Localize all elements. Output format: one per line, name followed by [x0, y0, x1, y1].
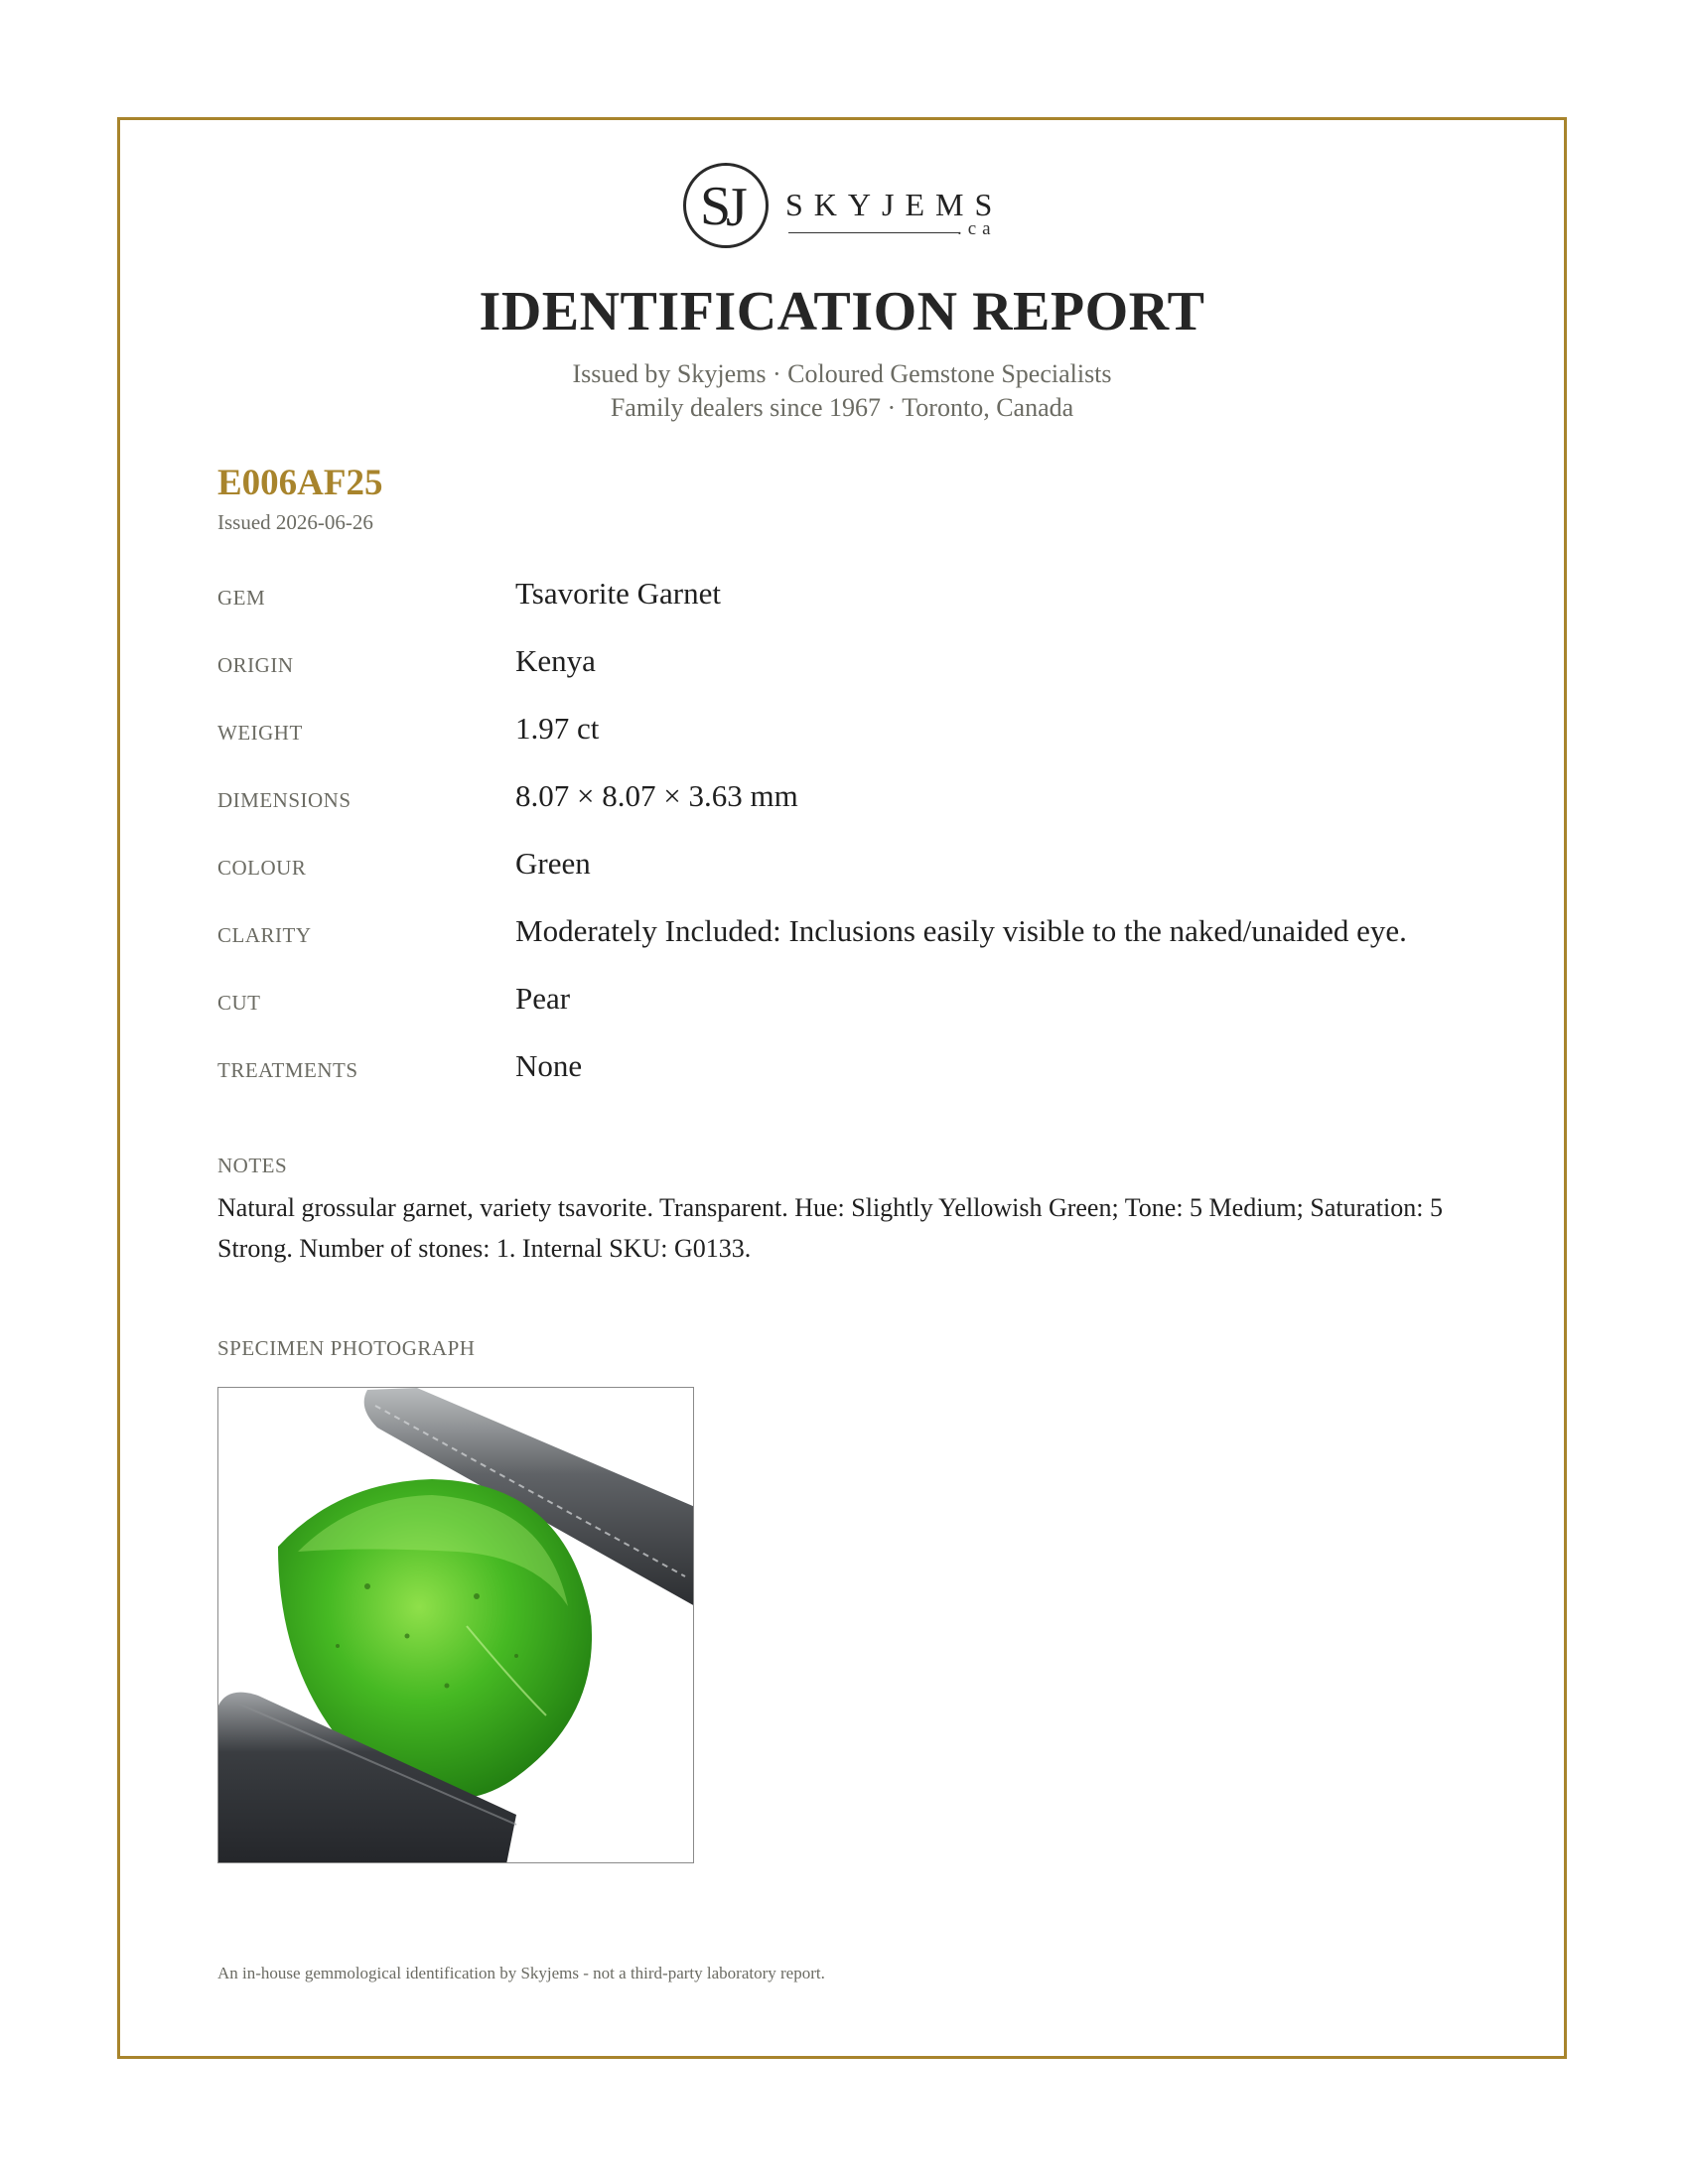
- field-value: Tsavorite Garnet: [515, 576, 721, 611]
- field-value: Pear: [515, 981, 571, 1016]
- field-label: WEIGHT: [217, 721, 303, 745]
- field-value: Moderately Included: Inclusions easily visible to the naked/unaided eye.: [515, 913, 1407, 948]
- specimen-photo: [217, 1387, 694, 1863]
- field-row-clarity: [217, 913, 1508, 953]
- field-label: COLOUR: [217, 856, 307, 880]
- field-value: 1.97 ct: [515, 711, 600, 746]
- subtitle-location: Family dealers since 1967 · Toronto, Canada: [610, 393, 1074, 422]
- issued-date: Issued 2026-06-26: [217, 510, 373, 534]
- field-row-treatments: [217, 1048, 1508, 1088]
- page-title: IDENTIFICATION REPORT: [479, 281, 1205, 342]
- notes-label: NOTES: [217, 1154, 288, 1177]
- photo-label: SPECIMEN PHOTOGRAPH: [217, 1336, 476, 1360]
- logo-monogram: [683, 163, 769, 248]
- logo-domain: .ca: [957, 218, 997, 239]
- field-label: CLARITY: [217, 923, 312, 947]
- field-label: GEM: [217, 586, 266, 610]
- subtitle-issuer: Issued by Skyjems · Coloured Gemstone Specialists: [572, 359, 1112, 388]
- report-id: E006AF25: [217, 463, 383, 503]
- notes-text: Natural grossular garnet, variety tsavorite. Transparent. Hue: Slightly Yellowish Green; Tone: 5 Medium; Saturation: 5 Strong. Number of stones: 1. Internal SKU: G0133.: [217, 1193, 1443, 1263]
- logo-underline: [788, 232, 959, 233]
- field-label: ORIGIN: [217, 653, 294, 677]
- field-value: None: [515, 1048, 583, 1083]
- field-label: CUT: [217, 991, 261, 1015]
- footer-disclaimer: An in-house gemmological identification by Skyjems - not a third-party laboratory report.: [217, 1964, 825, 1982]
- field-value: 8.07 × 8.07 × 3.63 mm: [515, 778, 798, 813]
- logo-initial-s: S: [700, 176, 732, 237]
- field-label: DIMENSIONS: [217, 788, 352, 812]
- logo-initial-j: J: [726, 177, 748, 238]
- field-row-cut: [217, 981, 1508, 1021]
- field-row-origin: [217, 643, 1508, 683]
- field-row-gem: [217, 576, 1508, 615]
- skyjems-logo: [683, 161, 1011, 264]
- specimen-photo-illustration: [218, 1388, 694, 1863]
- field-label: TREATMENTS: [217, 1058, 358, 1082]
- field-value: Green: [515, 846, 591, 881]
- field-row-weight: [217, 711, 1508, 751]
- field-row-dimensions: [217, 778, 1508, 818]
- field-row-colour: [217, 846, 1508, 886]
- field-value: Kenya: [515, 643, 596, 678]
- logo-wordmark: SKYJEMS: [785, 187, 1004, 222]
